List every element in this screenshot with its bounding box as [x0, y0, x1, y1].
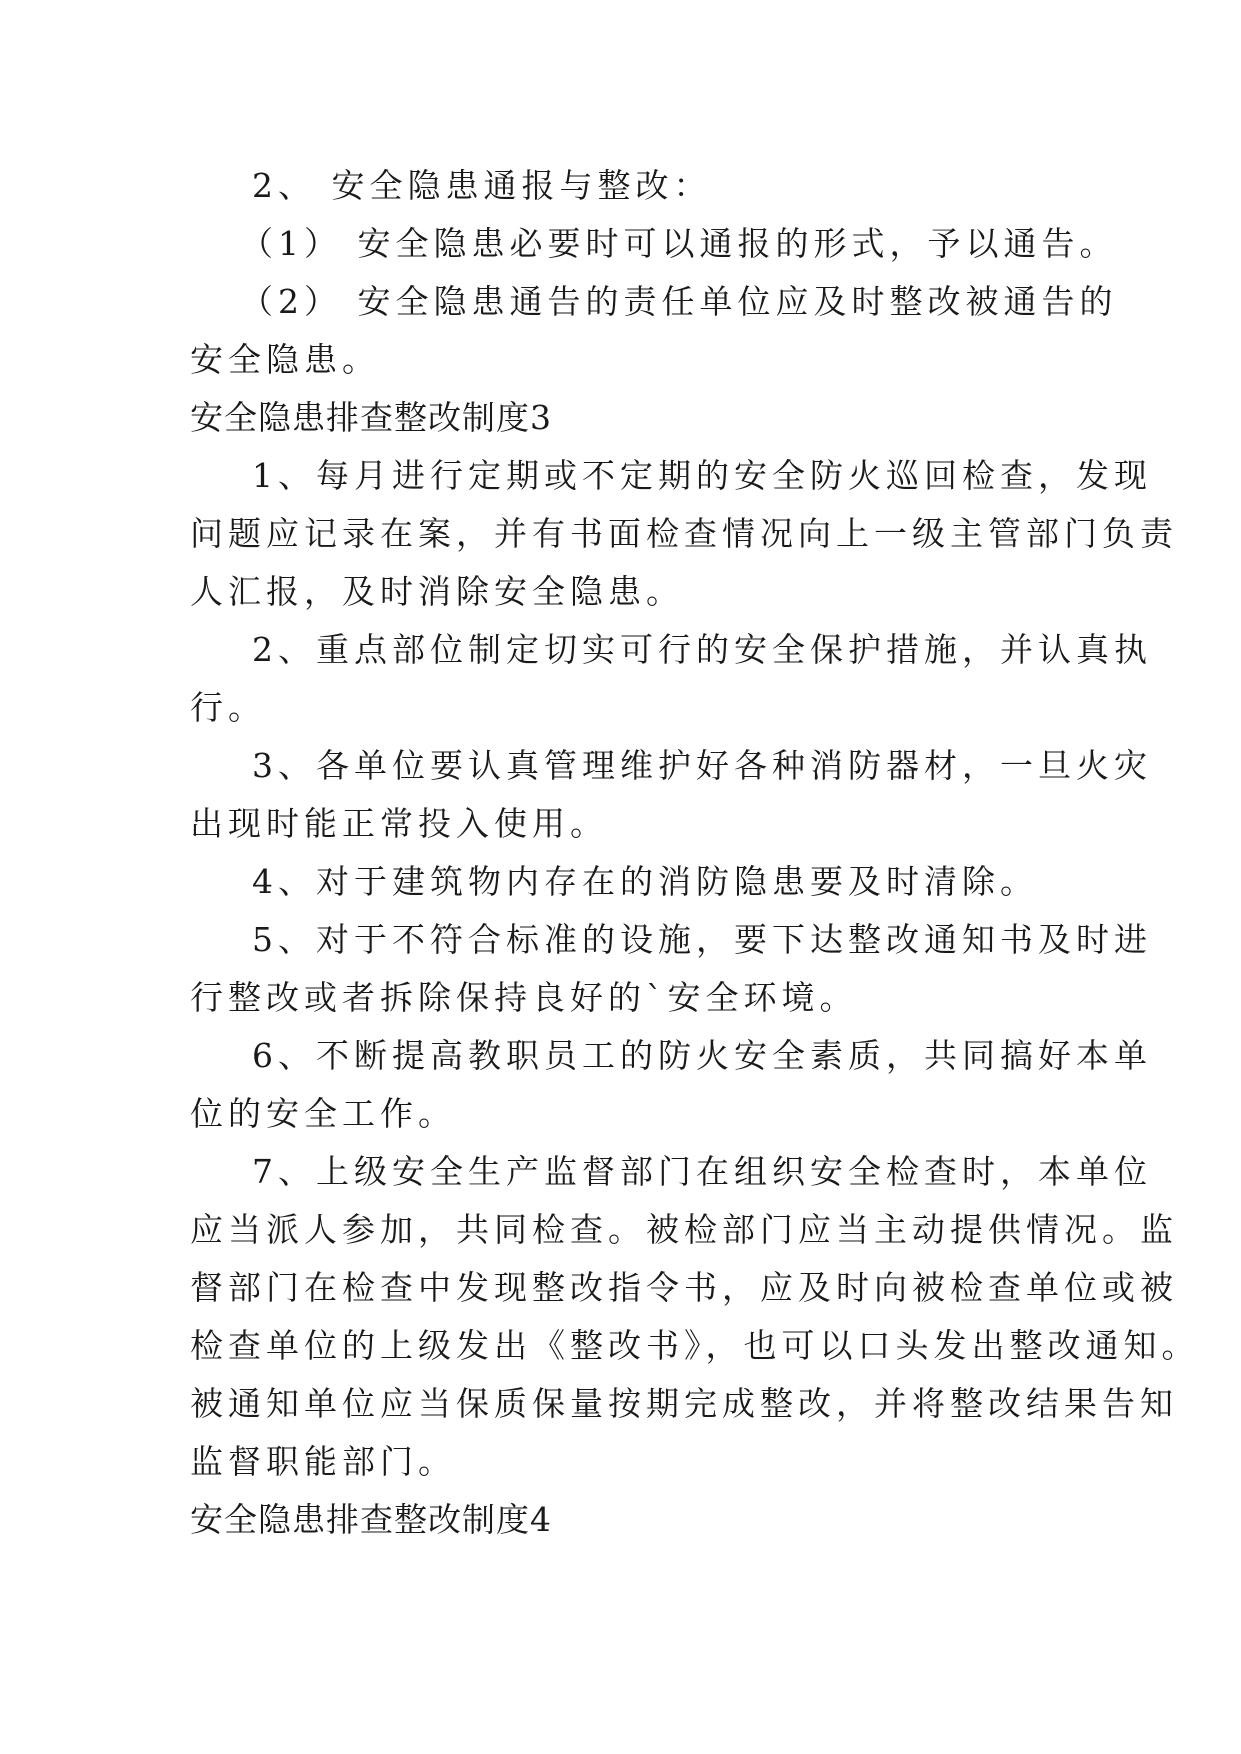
section-title-4: 安全隐患排查整改制度4: [190, 1500, 552, 1539]
sub-item-2-continued: 安全隐患。: [190, 340, 380, 379]
paragraph-2-line-1: 2、重点部位制定切实可行的安全保护措施，并认真执: [252, 630, 1152, 669]
paragraph-1-line-3: 人汇报，及时消除安全隐患。: [190, 572, 684, 611]
paragraph-5-line-1: 5、对于不符合标准的设施，要下达整改通知书及时进: [252, 920, 1152, 959]
paragraph-1-line-2: 问题应记录在案，并有书面检查情况向上一级主管部门负责: [190, 514, 1178, 553]
paragraph-7-line-3: 督部门在检查中发现整改指令书，应及时向被检查单位或被: [190, 1268, 1178, 1307]
paragraph-7-line-2: 应当派人参加，共同检查。被检部门应当主动提供情况。监: [190, 1210, 1178, 1249]
sub-item-2: （2） 安全隐患通告的责任单位应及时整改被通告的: [240, 282, 1118, 321]
paragraph-3-line-1: 3、各单位要认真管理维护好各种消防器材，一旦火灾: [252, 746, 1152, 785]
paragraph-2-line-2: 行。: [190, 688, 266, 727]
paragraph-5-line-2: 行整改或者拆除保持良好的`安全环境。: [190, 978, 858, 1017]
paragraph-4-line-1: 4、对于建筑物内存在的消防隐患要及时清除。: [252, 862, 1038, 901]
paragraph-7-line-4: 检查单位的上级发出《整改书》，也可以口头发出整改通知。: [190, 1326, 1200, 1365]
paragraph-3-line-2: 出现时能正常投入使用。: [190, 804, 608, 843]
paragraph-7-line-1: 7、上级安全生产监督部门在组织安全检查时，本单位: [252, 1152, 1152, 1191]
paragraph-6-line-1: 6、不断提高教职员工的防火安全素质，共同搞好本单: [252, 1036, 1152, 1075]
paragraph-7-line-5: 被通知单位应当保质保量按期完成整改，并将整改结果告知: [190, 1384, 1178, 1423]
section-title-3: 安全隐患排查整改制度3: [190, 398, 552, 437]
section-item-2-heading: 2、 安全隐患通报与整改：: [252, 166, 712, 205]
paragraph-1-line-1: 1、每月进行定期或不定期的安全防火巡回检查，发现: [252, 456, 1152, 495]
sub-item-1: （1） 安全隐患必要时可以通报的形式，予以通告。: [240, 224, 1118, 263]
paragraph-7-line-6: 监督职能部门。: [190, 1442, 456, 1481]
paragraph-6-line-2: 位的安全工作。: [190, 1094, 456, 1133]
